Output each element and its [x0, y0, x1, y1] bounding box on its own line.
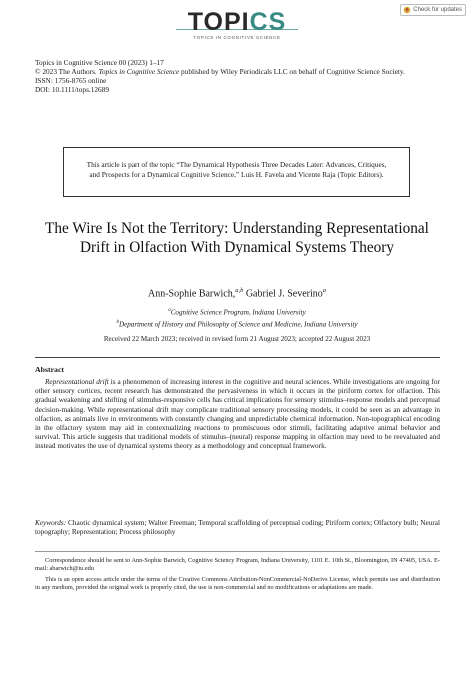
section-divider — [35, 357, 440, 358]
topic-note-text: This article is part of the topic “The Dynamical Hypothesis Three Decades Later: Advances, Critiques, and Prospects for a Dynamical Cognitive Science,” Luis H. Favela and Vicente Raja (Topic Editors). — [86, 160, 387, 179]
author-1-affiliation-mark: a,b — [235, 287, 244, 294]
logo-wordmark — [188, 8, 287, 37]
logo-tagline: TOPICS IN COGNITIVE SCIENCE — [193, 35, 281, 40]
author-list — [35, 285, 439, 300]
logo-prefix: TOPI — [187, 8, 250, 36]
author-1[interactable]: Ann-Sophie Barwich, — [147, 288, 236, 300]
affiliation-b: $^b$Department of History and Philosophy of Science and Medicine, Indiana University — [116, 319, 358, 329]
check-for-updates-label: Check for updates — [413, 7, 462, 13]
footnote-divider — [35, 551, 440, 552]
keywords-text: Chaotic dynamical system; Walter Freeman; Temporal scaffolding of perceptual coding; Piriform cortex; Olfactory bulb; Neural topography; Representation; Process philosophy — [35, 519, 440, 537]
doi-link[interactable]: DOI: 10.1111/tops.12689 — [35, 85, 109, 95]
keywords — [35, 519, 440, 537]
correspondence-note: Correspondence should be sent to Ann-Sophie Barwich, Cognitive Sciency Program, Indiana University, 1101 E. 10th St., Bloomington, IN 47405, USA. E-mail: abarwich@iu.edu — [35, 557, 440, 573]
abstract-heading: Abstract — [35, 365, 65, 374]
received-dates: Received 22 March 2023; received in revised form 21 August 2023; accepted 22 August 2023 — [103, 335, 371, 343]
abstract-text: is a phenomenon of increasing interest in the cognitive and neural sciences. While investigations are ongoing for other sensory cortices, recent research has demonstrated the pervasiveness in which it occurs in the piriform cortex for olfaction. This gradual weakening and shifting of stimulus-responsive cells has critical implications for sensory stimulus–response models and perceptual decision-making. While representational drift may complicate traditional sensory processing models, it could be seen as an advantage in olfaction, as animals live in environments with constantly changing and unpredictable chemical information. Non-topographical encoding in the olfactory system may aid in contextualizing reactions to promiscuous odor stimuli, facilitating adaptive animal behavior and survival. This article suggests that traditional models of stimulus–(neural) response mapping in olfaction may need to be reevaluated and instead motivates the use of dynamical systems theory as a methodology and conceptual framework. — [35, 378, 440, 451]
abstract-lead-term: Representational drift — [45, 378, 109, 386]
affiliations — [35, 306, 439, 329]
author-2-affiliation-mark: a — [322, 287, 327, 294]
logo-suffix: CS — [249, 8, 287, 36]
issn: ISSN: 1756-8765 online — [35, 76, 107, 86]
journal-line: Topics in Cognitive Science 00 (2023) 1–17 — [35, 58, 164, 67]
footnotes — [35, 557, 440, 592]
topic-note-box — [63, 147, 410, 197]
article-title: The Wire Is Not the Territory: Understanding Representational Drift in Olfaction With Dynamical Systems Theory — [45, 220, 429, 256]
journal-meta — [35, 58, 445, 94]
author-2[interactable]: Gabriel J. Severino — [245, 288, 323, 300]
license-note: This is an open access article under the terms of the Creative Commons Attribution-NonCommercial-NoDerivs License, which permits use and distribution in any medium, provided the original work is properly cited, the use is non-commercial and no modifications or adaptations are made. — [35, 575, 440, 591]
update-icon — [403, 6, 411, 14]
abstract-body — [35, 378, 440, 452]
keywords-label: Keywords: — [35, 519, 67, 527]
affiliation-a: $^a$Cognitive Science Program, Indiana University — [168, 308, 306, 317]
check-for-updates-button[interactable] — [400, 4, 466, 16]
copyright-line: © 2023 The Authors. Topics in Cognitive Science published by Wiley Periodicals LLC on behalf of Cognitive Science Society. — [35, 67, 405, 77]
